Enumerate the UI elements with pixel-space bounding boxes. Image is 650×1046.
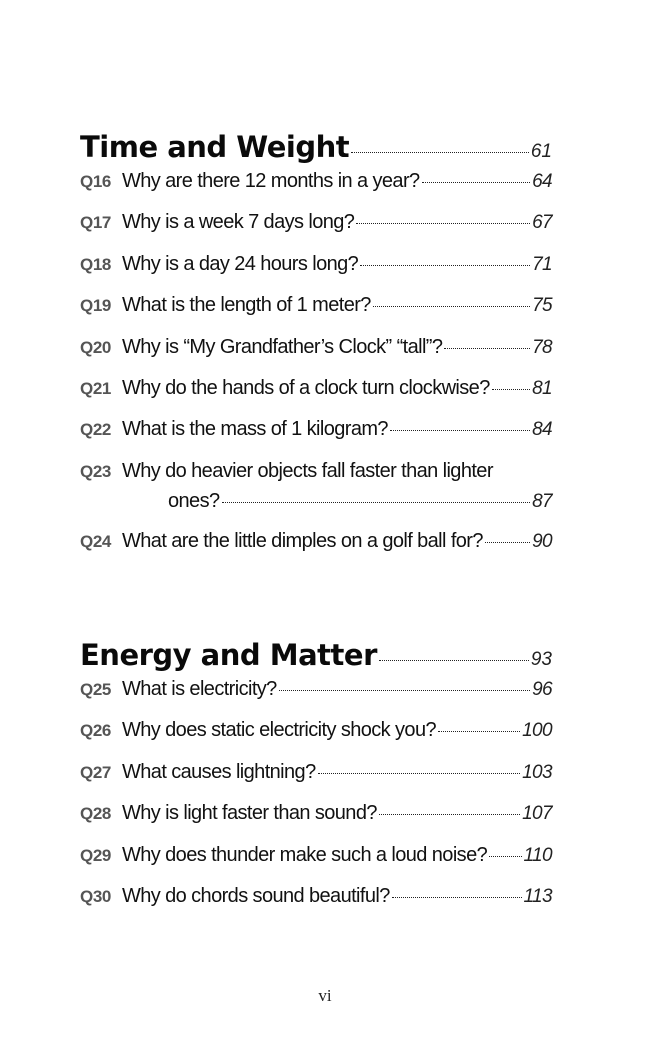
question-text: What is electricity? xyxy=(122,678,277,700)
toc-entry xyxy=(80,802,552,843)
leader-dots xyxy=(379,660,529,661)
section-title: Energy and Matter xyxy=(80,638,377,672)
toc-entry xyxy=(80,761,552,802)
page-number: 75 xyxy=(532,295,552,317)
toc-section-energy-and-matter xyxy=(80,638,552,926)
leader-dots xyxy=(492,389,530,390)
toc-entry xyxy=(80,418,552,459)
toc-entry xyxy=(80,678,552,719)
toc-entry xyxy=(80,211,552,252)
page-folio: vi xyxy=(318,986,332,1005)
page-number: 78 xyxy=(532,336,552,358)
leader-dots xyxy=(438,731,520,732)
leader-dots xyxy=(485,542,530,543)
question-number: Q18 xyxy=(80,254,111,274)
question-text: Why do the hands of a clock turn clockwise? xyxy=(122,376,490,399)
page-number: 110 xyxy=(523,844,552,866)
section-page-number: 93 xyxy=(530,649,552,670)
question-number: Q19 xyxy=(80,296,111,316)
question-text-continued: ones? xyxy=(168,489,220,512)
leader-dots xyxy=(279,690,530,691)
page-number: 96 xyxy=(532,679,552,700)
question-text: Why does static electricity shock you? xyxy=(122,719,436,742)
page-number: 84 xyxy=(532,419,552,441)
question-number: Q30 xyxy=(80,886,111,906)
question-number: Q26 xyxy=(80,721,111,741)
section-heading xyxy=(80,638,552,678)
question-text: What are the little dimples on a golf ball for? xyxy=(122,529,483,552)
page-number: 113 xyxy=(523,885,552,907)
leader-dots xyxy=(360,265,530,266)
question-number: Q27 xyxy=(80,762,111,782)
question-number: Q23 xyxy=(80,461,111,481)
leader-dots xyxy=(392,897,522,898)
leader-dots xyxy=(422,182,531,183)
question-number: Q29 xyxy=(80,845,111,865)
toc-entry xyxy=(80,844,552,885)
page-number: 67 xyxy=(532,212,552,234)
toc-section-time-and-weight xyxy=(80,130,552,571)
section-page-number: 61 xyxy=(530,141,552,162)
leader-dots xyxy=(444,348,530,349)
question-number: Q28 xyxy=(80,804,111,824)
question-number: Q22 xyxy=(80,420,111,440)
toc-entry xyxy=(80,170,552,211)
question-number: Q16 xyxy=(80,172,111,191)
page-number: 81 xyxy=(532,377,552,399)
page-number: 87 xyxy=(532,490,552,512)
question-text: Why are there 12 months in a year? xyxy=(122,170,420,192)
toc-entry xyxy=(80,530,552,571)
page-number: 103 xyxy=(522,761,552,783)
section-heading xyxy=(80,130,552,170)
question-number: Q17 xyxy=(80,213,111,233)
question-text: Why is “My Grandfather’s Clock” “tall”? xyxy=(122,335,443,358)
page-number: 100 xyxy=(522,720,552,742)
leader-dots xyxy=(356,223,530,224)
question-text: Why does thunder make such a loud noise? xyxy=(122,843,488,866)
toc-entry xyxy=(80,253,552,294)
question-number: Q24 xyxy=(80,531,111,551)
leader-dots xyxy=(489,856,521,857)
toc-entry xyxy=(80,336,552,377)
question-text: What causes lightning? xyxy=(122,760,316,783)
question-number: Q25 xyxy=(80,680,111,699)
page-number: 90 xyxy=(532,530,552,552)
question-text: Why is a day 24 hours long? xyxy=(122,252,359,275)
toc-entry xyxy=(80,377,552,418)
leader-dots xyxy=(373,306,530,307)
question-text: What is the mass of 1 kilogram? xyxy=(122,418,388,441)
question-number: Q20 xyxy=(80,337,111,357)
question-number: Q21 xyxy=(80,378,111,398)
leader-dots xyxy=(222,502,531,503)
toc-entry xyxy=(80,294,552,335)
leader-dots xyxy=(318,773,521,774)
toc-entry xyxy=(80,885,552,926)
leader-dots xyxy=(379,814,520,815)
question-text: Why do chords sound beautiful? xyxy=(122,884,390,907)
leader-dots xyxy=(390,430,530,431)
question-text: Why is light faster than sound? xyxy=(122,802,377,825)
page-number: 107 xyxy=(522,803,552,825)
page-number: 64 xyxy=(532,171,552,192)
leader-dots xyxy=(351,152,529,153)
toc-entry xyxy=(80,719,552,760)
toc-entry xyxy=(80,460,552,530)
question-text: Why is a week 7 days long? xyxy=(122,211,355,234)
page-number: 71 xyxy=(532,253,552,275)
question-text: Why do heavier objects fall faster than lighter xyxy=(122,459,493,482)
section-title: Time and Weight xyxy=(80,130,350,164)
question-text: What is the length of 1 meter? xyxy=(122,294,371,317)
